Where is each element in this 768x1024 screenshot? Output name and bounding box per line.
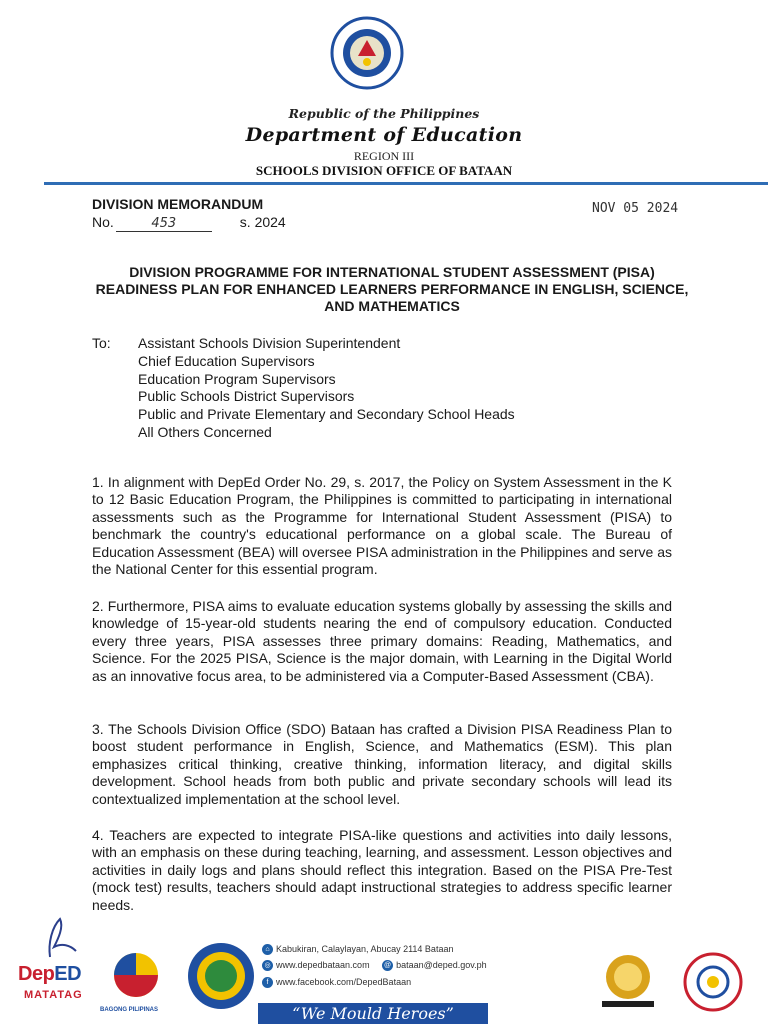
address: ⌂ Kabukiran, Calaylayan, Abucay 2114 Bataan — [262, 944, 453, 955]
sdo-bataan-seal — [186, 941, 256, 1011]
email-icon: @ — [384, 962, 392, 970]
facebook-link[interactable]: www.facebook.com/DepedBataan — [276, 977, 412, 987]
recipient-item: Public Schools District Supervisors — [138, 388, 355, 405]
facebook-line — [262, 977, 411, 988]
deped-seal-logo — [330, 16, 404, 90]
date-stamp: NOV 05 2024 — [592, 201, 679, 216]
bagong-pilipinas-logo — [108, 951, 164, 1003]
paragraph-2: 2. Furthermore, PISA aims to evaluate education systems globally by assessing the skills and knowledge of 15-year-old students nearing the end of compulsory education. Conducted every three years, PISA assesses three primary domains: Reading, Mathematics, and Science. For the 2025 PISA, Science is the major domain, with Learning in the Digital World as an innovative focus area, to be administered via a Computer-Based Assessment (CBA). — [92, 598, 672, 684]
paragraph-3: 3. The Schools Division Office (SDO) Bataan has crafted a Division PISA Readiness Plan to boost student performance in English, Science, and Mathematics (ESM). This plan emphasizes critical thinking, creative thinking, information literacy, and digital skills development. School heads from both public and private secondary schools will lead its contextualized implementation at the school level. — [92, 721, 672, 807]
memo-type: DIVISION MEMORANDUM — [92, 196, 264, 212]
memo-series: s. 2024 — [239, 214, 286, 230]
division-office: SCHOOLS DIVISION OFFICE OF BATAAN — [255, 163, 513, 178]
csc-prime-hrm-award-logo — [596, 951, 660, 1009]
location-icon: ⌂ — [262, 944, 273, 955]
website-link[interactable]: www.depedbataan.com — [276, 960, 370, 970]
email-link[interactable]: bataan@deped.gov.ph — [396, 960, 487, 970]
memo-subject-title: DIVISION PROGRAMME FOR INTERNATIONAL STUDENT ASSESSMENT (PISA) READINESS PLAN FOR ENHANCED LEARNERS PERFORMANCE IN ENGLISH, SCIENCE, AND MATHEMATICS — [95, 264, 689, 314]
memo-number: 453 — [116, 216, 212, 232]
memo-number-line — [92, 214, 286, 232]
recipient-item: Chief Education Supervisors — [138, 352, 315, 369]
matatag-logo: MATATAG — [24, 989, 83, 1001]
deped-logo: DepED — [18, 963, 82, 985]
recipient-list — [138, 335, 515, 442]
paragraph-4: 4. Teachers are expected to integrate PISA-like questions and activities into daily lessons, with an emphasis on these during teaching, learning, and assessment. Lesson objectives and activities in daily logs and plans should reflect this integration. Based on the PISA Pre-Test (mock test) results, teachers should adapt instructional strategies to address specific learner needs. — [92, 827, 672, 913]
quality-award-logo — [680, 951, 746, 1013]
paragraph-1: 1. In alignment with DepEd Order No. 29, s. 2017, the Policy on System Assessment in the K to 12 Basic Education Program, the Philippines is committed to participating in international assessments such as the Programme for International Student Assessment (PISA) to benchmark the country's educational performance on a global scale. The Bureau of Education Assessment (BEA) will oversee PISA administration in the Philippines and serve as the National Center for this essential program. — [92, 474, 672, 578]
globe-icon: ◎ — [262, 960, 273, 971]
signature-mark — [40, 913, 80, 961]
website-email-line — [262, 960, 487, 971]
to-label: To: — [92, 335, 111, 351]
footer — [0, 905, 768, 1024]
republic-line: Republic of the Philippines — [288, 106, 480, 121]
department-name: Department of Education — [245, 124, 523, 146]
header-divider — [44, 182, 768, 185]
recipient-item: Assistant Schools Division Superintendent — [138, 335, 401, 351]
region-line: REGION III — [353, 149, 415, 163]
memo-no-label: No. — [92, 214, 114, 230]
recipient-item: All Others Concerned — [138, 423, 272, 440]
recipient-item: Education Program Supervisors — [138, 370, 336, 387]
recipient-item: Public and Private Elementary and Secondary School Heads — [138, 406, 515, 423]
bagong-pilipinas-text: BAGONG PILIPINAS — [100, 1007, 159, 1013]
motto-banner: “We Mould Heroes” — [258, 1003, 488, 1024]
facebook-icon: f — [262, 977, 273, 988]
